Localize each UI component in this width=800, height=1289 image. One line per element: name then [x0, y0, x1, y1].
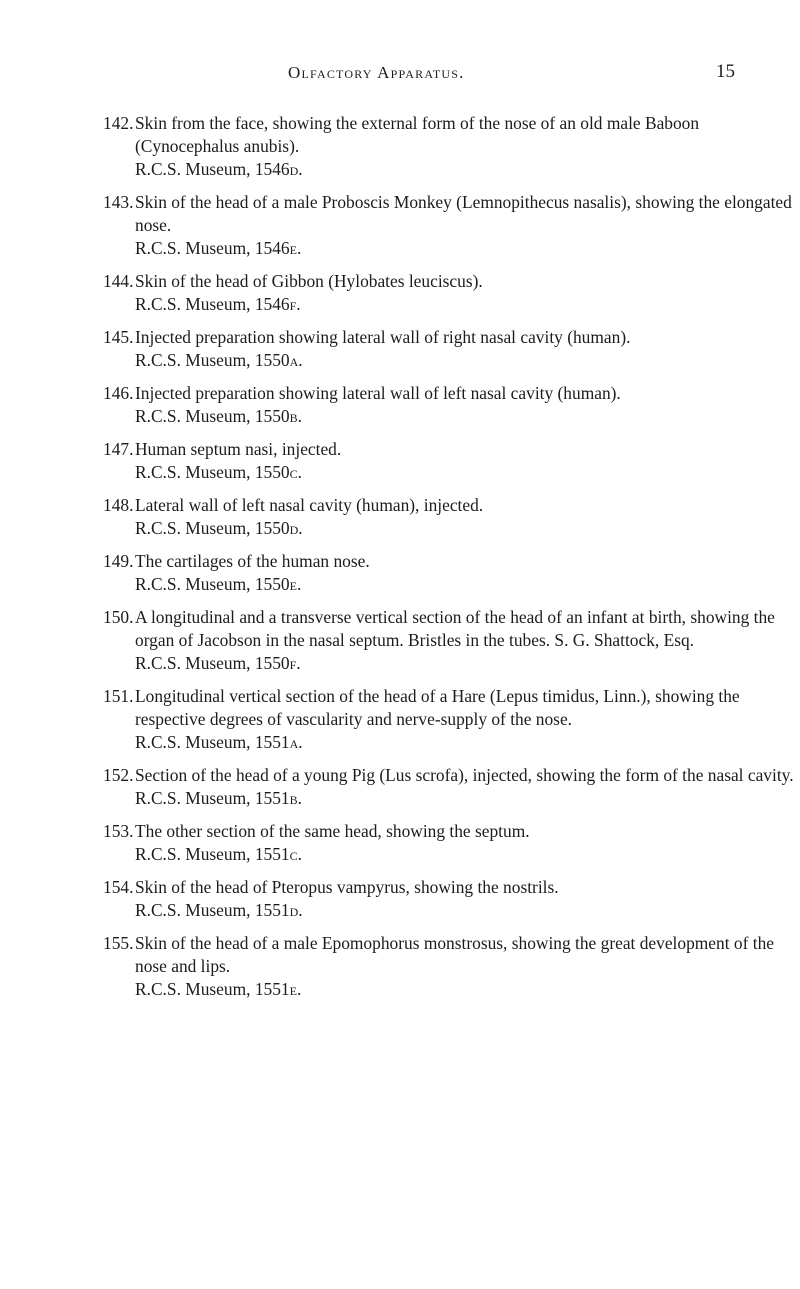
- running-title: Olfactory Apparatus.: [288, 63, 465, 82]
- reference-number: 1546e.: [254, 238, 302, 258]
- reference-museum: R.C.S. Museum,: [135, 900, 251, 920]
- catalogue-entry: [105, 382, 795, 428]
- entry-description: Section of the head of a young Pig (Lus scrofa), injected, showing the form of the nasal cavity.: [135, 765, 794, 785]
- entry-reference: [135, 978, 795, 1001]
- entry-description: Skin of the head of a male Epomophorus monstrosus, showing the great development of the nose and lips.: [135, 933, 774, 976]
- entry-description: Injected preparation showing lateral wall of right nasal cavity (human).: [135, 327, 631, 347]
- catalogue-entry: [105, 270, 795, 316]
- reference-museum: R.C.S. Museum,: [135, 159, 251, 179]
- entry-number: 154.: [103, 877, 134, 897]
- entry-reference: [135, 787, 795, 810]
- catalogue-entry: [105, 685, 795, 754]
- entry-description: Skin of the head of a male Proboscis Monkey (Lemnopithecus nasalis), showing the elongated nose.: [135, 192, 792, 235]
- entry-description: Injected preparation showing lateral wall of left nasal cavity (human).: [135, 383, 621, 403]
- entry-reference: [135, 349, 795, 372]
- entry-description: Skin of the head of Pteropus vampyrus, showing the nostrils.: [135, 877, 559, 897]
- reference-number: 1550a.: [254, 350, 303, 370]
- entry-reference: [135, 461, 795, 484]
- entry-number: 151.: [103, 686, 134, 706]
- catalogue-entry: [105, 764, 795, 810]
- entry-number: 144.: [103, 271, 134, 291]
- entry-reference: [135, 293, 795, 316]
- catalogue-entries: [105, 112, 795, 1011]
- entry-number: 153.: [103, 821, 134, 841]
- running-head: [0, 63, 800, 87]
- reference-number: 1550b.: [254, 406, 302, 426]
- reference-number: 1546f.: [254, 294, 301, 314]
- entry-description: The other section of the same head, showing the septum.: [135, 821, 530, 841]
- entry-reference: [135, 652, 795, 675]
- catalogue-entry: [105, 438, 795, 484]
- catalogue-entry: [105, 550, 795, 596]
- reference-number: 1551a.: [254, 732, 303, 752]
- entry-number: 148.: [103, 495, 134, 515]
- entry-reference: [135, 517, 795, 540]
- reference-museum: R.C.S. Museum,: [135, 732, 251, 752]
- entry-number: 155.: [103, 933, 134, 953]
- entry-description: The cartilages of the human nose.: [135, 551, 370, 571]
- catalogue-entry: [105, 876, 795, 922]
- entry-reference: [135, 405, 795, 428]
- entry-number: 142.: [103, 113, 134, 133]
- catalogue-entry: [105, 932, 795, 1001]
- entry-reference: [135, 237, 795, 260]
- entry-description: Skin of the head of Gibbon (Hylobates leuciscus).: [135, 271, 483, 291]
- reference-museum: R.C.S. Museum,: [135, 462, 251, 482]
- reference-museum: R.C.S. Museum,: [135, 653, 251, 673]
- entry-description: A longitudinal and a transverse vertical section of the head of an infant at birth, showing the organ of Jacobson in the nasal septum. Bristles in the tubes. S. G. Shattock, Esq.: [135, 607, 775, 650]
- reference-museum: R.C.S. Museum,: [135, 574, 251, 594]
- reference-museum: R.C.S. Museum,: [135, 238, 251, 258]
- catalogue-entry: [105, 112, 795, 181]
- reference-number: 1551d.: [254, 900, 303, 920]
- entry-number: 143.: [103, 192, 134, 212]
- reference-number: 1550c.: [254, 462, 302, 482]
- reference-museum: R.C.S. Museum,: [135, 350, 251, 370]
- entry-description: Longitudinal vertical section of the head of a Hare (Lepus timidus, Linn.), showing the respective degrees of vascularity and nerve-supply of the nose.: [135, 686, 740, 729]
- catalogue-entry: [105, 191, 795, 260]
- reference-number: 1551c.: [254, 844, 302, 864]
- entry-description: Human septum nasi, injected.: [135, 439, 342, 459]
- entry-reference: [135, 731, 795, 754]
- entry-number: 150.: [103, 607, 134, 627]
- reference-museum: R.C.S. Museum,: [135, 406, 251, 426]
- reference-number: 1551b.: [254, 788, 302, 808]
- entry-reference: [135, 899, 795, 922]
- reference-museum: R.C.S. Museum,: [135, 788, 251, 808]
- entry-number: 146.: [103, 383, 134, 403]
- entry-description: Lateral wall of left nasal cavity (human), injected.: [135, 495, 484, 515]
- reference-number: 1551e.: [254, 979, 302, 999]
- reference-number: 1550f.: [254, 653, 301, 673]
- page-number: 15: [716, 61, 735, 82]
- entry-number: 145.: [103, 327, 134, 347]
- entry-reference: [135, 158, 795, 181]
- entry-number: 152.: [103, 765, 134, 785]
- reference-number: 1550e.: [254, 574, 302, 594]
- catalogue-entry: [105, 606, 795, 675]
- reference-museum: R.C.S. Museum,: [135, 518, 251, 538]
- entry-reference: [135, 843, 795, 866]
- catalogue-entry: [105, 820, 795, 866]
- entry-description: Skin from the face, showing the external form of the nose of an old male Baboon (Cynocephalus anubis).: [135, 113, 700, 156]
- entry-number: 147.: [103, 439, 134, 459]
- reference-museum: R.C.S. Museum,: [135, 979, 251, 999]
- reference-number: 1550d.: [254, 518, 303, 538]
- reference-museum: R.C.S. Museum,: [135, 294, 251, 314]
- entry-reference: [135, 573, 795, 596]
- reference-museum: R.C.S. Museum,: [135, 844, 251, 864]
- reference-number: 1546d.: [254, 159, 303, 179]
- entry-number: 149.: [103, 551, 134, 571]
- catalogue-entry: [105, 494, 795, 540]
- catalogue-entry: [105, 326, 795, 372]
